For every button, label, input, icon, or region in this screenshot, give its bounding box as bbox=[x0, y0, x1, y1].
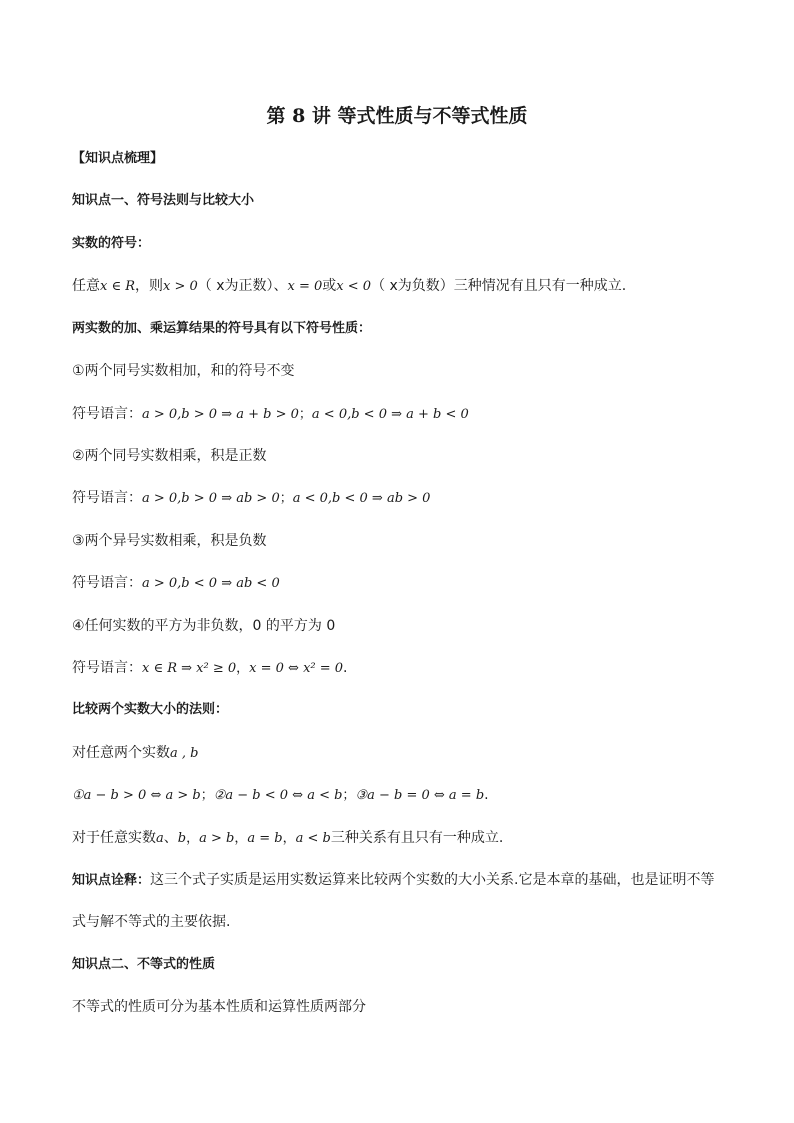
compare-heading: 比较两个实数大小的法则： bbox=[72, 702, 229, 717]
kp2-text: 不等式的性质可分为基本性质和运算性质两部分 bbox=[72, 999, 366, 1015]
math-expr: x > 0 bbox=[163, 279, 198, 294]
separator: ； bbox=[200, 788, 214, 803]
rule1-text: ①两个同号实数相加，和的符号不变 bbox=[72, 363, 295, 379]
math-expr: ③a − b = 0 ⇔ a = b bbox=[355, 788, 485, 803]
symbol-label: 符号语言： bbox=[72, 660, 142, 676]
text-span: （ x为正数）、 bbox=[197, 278, 288, 294]
text-span: 对任意两个实数 bbox=[72, 745, 170, 761]
text-span: ，则 bbox=[135, 278, 164, 294]
rule3-symbol-line bbox=[72, 574, 280, 593]
text-span: 三种关系有且只有一种成立. bbox=[330, 830, 504, 846]
compare-rules-line bbox=[72, 786, 489, 805]
separator: ， bbox=[282, 831, 296, 846]
explain-label: 知识点诠释： bbox=[72, 873, 151, 888]
math-expr: x < 0 bbox=[336, 279, 372, 294]
separator: ， bbox=[186, 831, 200, 846]
separator: ； bbox=[279, 491, 293, 506]
text-span: （ x为负数）三种情况有且只有一种成立. bbox=[371, 278, 627, 294]
math-expr: a < 0,b < 0 ⇒ ab > 0 bbox=[292, 491, 431, 506]
page-title: 第 8 讲 等式性质与不等式性质 bbox=[266, 105, 528, 127]
math-expr: ②a − b < 0 ⇔ a < b bbox=[213, 788, 343, 803]
kp1-heading: 知识点一、符号法则与比较大小 bbox=[72, 193, 255, 208]
math-expr: x ∈ R ⇒ x² ≥ 0 bbox=[142, 661, 237, 676]
math-expr: a bbox=[156, 831, 164, 846]
kp2-heading: 知识点二、不等式的性质 bbox=[72, 957, 216, 972]
text-span: 任意 bbox=[72, 278, 100, 294]
rule2-text: ②两个同号实数相乘，积是正数 bbox=[72, 448, 267, 464]
math-expr: ①a − b > 0 ⇔ a > b bbox=[72, 788, 201, 803]
math-expr: a > b bbox=[199, 831, 235, 846]
symbol-label: 符号语言： bbox=[72, 490, 142, 506]
math-expr: a = b bbox=[247, 831, 283, 846]
compare-intro bbox=[72, 744, 198, 763]
explain-line1 bbox=[72, 871, 714, 890]
math-expr: b bbox=[177, 831, 187, 846]
symbol-label: 符号语言： bbox=[72, 406, 142, 422]
text-span: 、 bbox=[163, 830, 178, 846]
rule4-symbol-line bbox=[72, 659, 348, 678]
real-sign-heading: 实数的符号： bbox=[72, 236, 151, 251]
rule3-text: ③两个异号实数相乘，积是负数 bbox=[72, 533, 267, 549]
trichotomy-line bbox=[72, 829, 503, 848]
math-expr: a , b bbox=[170, 746, 199, 761]
text-span: . bbox=[343, 660, 348, 676]
text-span: 或 bbox=[322, 278, 337, 294]
math-expr: x ∈ R bbox=[100, 279, 136, 294]
math-expr: a > 0,b > 0 ⇒ a + b > 0 bbox=[142, 407, 299, 422]
math-expr: a < b bbox=[295, 831, 331, 846]
section-header: 【知识点梳理】 bbox=[72, 151, 164, 166]
text-span: 对于任意实数 bbox=[72, 830, 156, 846]
separator: ； bbox=[298, 407, 312, 422]
text-span: . bbox=[484, 787, 489, 803]
math-expr: x = 0 bbox=[287, 279, 323, 294]
ops-heading: 两实数的加、乘运算结果的符号具有以下符号性质： bbox=[72, 321, 372, 336]
rule2-symbol-line bbox=[72, 489, 430, 508]
math-expr: x = 0 ⇔ x² = 0 bbox=[249, 661, 344, 676]
separator: ， bbox=[236, 661, 250, 676]
real-sign-paragraph bbox=[72, 277, 626, 296]
separator: ， bbox=[234, 831, 248, 846]
separator: ； bbox=[342, 788, 356, 803]
rule1-symbol-line bbox=[72, 405, 469, 424]
math-expr: a < 0,b < 0 ⇒ a + b < 0 bbox=[311, 407, 469, 422]
rule4-text: ④任何实数的平方为非负数，0 的平方为 0 bbox=[72, 618, 336, 634]
symbol-label: 符号语言： bbox=[72, 575, 142, 591]
math-expr: a > 0,b > 0 ⇒ ab > 0 bbox=[142, 491, 280, 506]
explain-line2: 式与解不等式的主要依据. bbox=[72, 914, 231, 930]
text-span: 这三个式子实质是运用实数运算来比较两个实数的大小关系.它是本章的基础，也是证明不等 bbox=[150, 872, 715, 888]
math-expr: a > 0,b < 0 ⇒ ab < 0 bbox=[142, 576, 280, 591]
